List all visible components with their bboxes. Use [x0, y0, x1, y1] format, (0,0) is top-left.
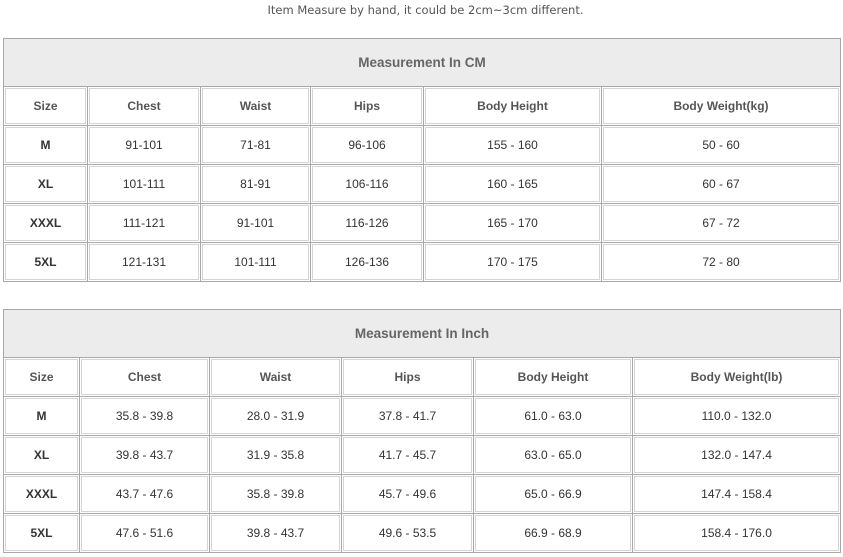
chest-cell: 121-131 [88, 243, 201, 282]
column-header-body-weight: Body Weight(kg) [602, 87, 841, 126]
body-height-cell: 160 - 165 [424, 165, 602, 204]
chest-cell: 101-111 [88, 165, 201, 204]
column-header-body-height: Body Height [474, 358, 633, 397]
table-row [4, 165, 841, 204]
chest-cell: 39.8 - 43.7 [80, 436, 210, 475]
measure-note: Item Measure by hand, it could be 2cm~3cm different. [267, 3, 584, 17]
body-height-cell: 63.0 - 65.0 [474, 436, 633, 475]
hips-cell: 45.7 - 49.6 [342, 475, 474, 514]
body-height-cell: 65.0 - 66.9 [474, 475, 633, 514]
column-header-size: Size [4, 87, 88, 126]
waist-cell: 101-111 [201, 243, 311, 282]
size-cell: XL [4, 436, 80, 475]
waist-cell: 39.8 - 43.7 [210, 514, 342, 553]
table-row [4, 204, 841, 243]
column-header-waist: Waist [201, 87, 311, 126]
hips-cell: 41.7 - 45.7 [342, 436, 474, 475]
body-weight-cell: 110.0 - 132.0 [633, 397, 841, 436]
body-weight-cell: 50 - 60 [602, 126, 841, 165]
chest-cell: 35.8 - 39.8 [80, 397, 210, 436]
body-height-cell: 170 - 175 [424, 243, 602, 282]
hips-cell: 106-116 [311, 165, 424, 204]
column-header-hips: Hips [311, 87, 424, 126]
table-row [4, 475, 841, 514]
waist-cell: 91-101 [201, 204, 311, 243]
body-weight-cell: 147.4 - 158.4 [633, 475, 841, 514]
body-weight-cell: 67 - 72 [602, 204, 841, 243]
size-cell: XXXL [4, 475, 80, 514]
hips-cell: 126-136 [311, 243, 424, 282]
column-header-body-height: Body Height [424, 87, 602, 126]
waist-cell: 35.8 - 39.8 [210, 475, 342, 514]
measurement-inch-table [3, 309, 841, 553]
chest-cell: 43.7 - 47.6 [80, 475, 210, 514]
table-title: Measurement In CM [4, 39, 841, 87]
table-row [4, 126, 841, 165]
chest-cell: 111-121 [88, 204, 201, 243]
chest-cell: 47.6 - 51.6 [80, 514, 210, 553]
waist-cell: 31.9 - 35.8 [210, 436, 342, 475]
size-cell: 5XL [4, 514, 80, 553]
column-header-size: Size [4, 358, 80, 397]
column-header-hips: Hips [342, 358, 474, 397]
size-cell: M [4, 126, 88, 165]
column-header-waist: Waist [210, 358, 342, 397]
body-height-cell: 155 - 160 [424, 126, 602, 165]
size-cell: M [4, 397, 80, 436]
table-row [4, 397, 841, 436]
body-height-cell: 66.9 - 68.9 [474, 514, 633, 553]
waist-cell: 28.0 - 31.9 [210, 397, 342, 436]
hips-cell: 37.8 - 41.7 [342, 397, 474, 436]
body-weight-cell: 158.4 - 176.0 [633, 514, 841, 553]
body-weight-cell: 132.0 - 147.4 [633, 436, 841, 475]
size-cell: XXXL [4, 204, 88, 243]
waist-cell: 81-91 [201, 165, 311, 204]
hips-cell: 49.6 - 53.5 [342, 514, 474, 553]
hips-cell: 96-106 [311, 126, 424, 165]
hips-cell: 116-126 [311, 204, 424, 243]
body-height-cell: 165 - 170 [424, 204, 602, 243]
size-cell: XL [4, 165, 88, 204]
column-header-chest: Chest [80, 358, 210, 397]
column-header-body-weight: Body Weight(lb) [633, 358, 841, 397]
table-row [4, 436, 841, 475]
chest-cell: 91-101 [88, 126, 201, 165]
column-header-chest: Chest [88, 87, 201, 126]
body-height-cell: 61.0 - 63.0 [474, 397, 633, 436]
table-title: Measurement In Inch [4, 310, 841, 358]
measurement-cm-table [3, 38, 841, 282]
body-weight-cell: 60 - 67 [602, 165, 841, 204]
size-cell: 5XL [4, 243, 88, 282]
body-weight-cell: 72 - 80 [602, 243, 841, 282]
waist-cell: 71-81 [201, 126, 311, 165]
table-row [4, 514, 841, 553]
table-row [4, 243, 841, 282]
